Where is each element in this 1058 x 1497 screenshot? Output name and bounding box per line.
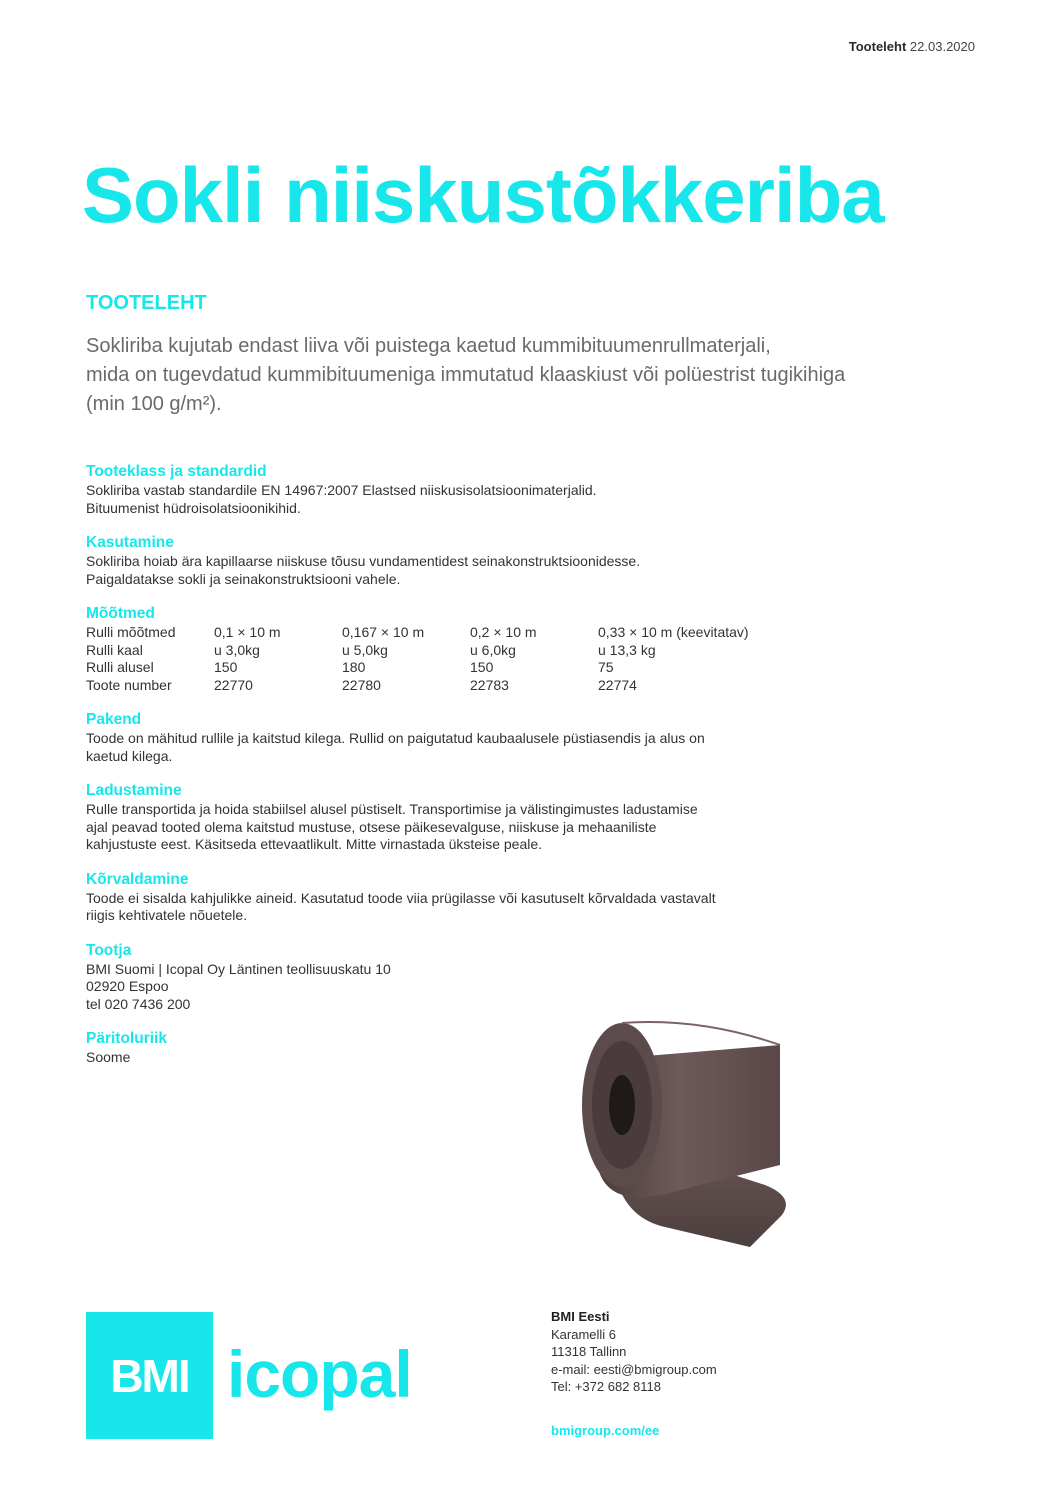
text-line: 02920 Espoo (86, 978, 169, 994)
section-text (86, 961, 806, 1014)
table-cell: u 3,0kg (214, 641, 260, 658)
contact-city: 11318 Tallinn (551, 1344, 627, 1359)
row-label: Rulli alusel (86, 659, 154, 675)
table-row (86, 677, 749, 695)
table-cell: 0,33 × 10 m (keevitatav) (598, 624, 749, 640)
section-dimensions (86, 604, 806, 694)
table-row (86, 659, 749, 677)
table-cell: 22770 (214, 676, 253, 693)
row-label: Rulli kaal (86, 641, 143, 658)
table-cell: 150 (214, 659, 238, 675)
table-cell: 150 (470, 659, 494, 675)
bitumen-roll-photo-icon (570, 1015, 810, 1250)
section-text (86, 801, 806, 854)
section-usage (86, 533, 806, 588)
text-line: Rulle transportida ja hoida stabiilsel alusel püstiselt. Transportimise ja välistingimustes ladustamise (86, 801, 698, 817)
table-cell: u 6,0kg (470, 641, 516, 658)
header-meta (849, 39, 975, 54)
section-heading: Mõõtmed (86, 605, 155, 622)
row-label: Rulli mõõtmed (86, 624, 176, 640)
contact-block (551, 1308, 717, 1396)
section-packaging (86, 710, 806, 765)
intro-line: mida on tugevdatud kummibituumeniga immutatud klaaskiust või polüestrist tugikihiga (86, 364, 846, 386)
section-disposal (86, 870, 806, 925)
text-line: Toode ei sisalda kahjulikke aineid. Kasutatud toode viia prügilasse või kasutuselt kõrvaldada vastavalt (86, 889, 716, 906)
section-heading: Päritoluriik (86, 1030, 167, 1047)
intro-line: (min 100 g/m²). (86, 393, 222, 415)
text-line: Soome (86, 1049, 131, 1065)
section-text (86, 730, 806, 765)
contact-email: e-mail: eesti@bmigroup.com (551, 1361, 717, 1377)
bmi-logo: BMI (86, 1312, 213, 1439)
text-line: Bituumenist hüdroisolatsioonikihid. (86, 499, 301, 516)
table-cell: 22774 (598, 676, 637, 693)
table-cell: 180 (342, 659, 366, 675)
section-standards (86, 462, 806, 517)
section-text (86, 553, 806, 588)
dimensions-table (86, 624, 749, 694)
content-sections (86, 462, 806, 1083)
section-heading: Tootja (86, 941, 132, 959)
section-heading: Tooteklass ja standardid (86, 463, 267, 480)
intro-line: Sokliriba kujutab endast liiva või puistega kaetud kummibituumenrullmaterjali, (86, 335, 771, 357)
text-line: kahjustuste eest. Käsitseda ettevaatlikult. Mitte virnastada üksteise peale. (86, 836, 543, 852)
section-text (86, 482, 806, 517)
section-storage (86, 781, 806, 854)
table-cell: 22783 (470, 676, 509, 693)
section-heading: Kõrvaldamine (86, 870, 189, 888)
page-title: Sokli niiskustõkkeriba (82, 151, 884, 239)
text-line: ajal peavad tooted olema kaitstud mustuse, otsese päikesevalguse, niiskuse ja mehaaniliste (86, 818, 657, 835)
header-date: 22.03.2020 (909, 39, 975, 54)
table-cell: u 5,0kg (342, 641, 388, 658)
text-line: kaetud kilega. (86, 747, 173, 764)
header-label: Tooteleht (848, 39, 907, 54)
table-cell: u 13,3 kg (598, 641, 656, 658)
text-line: BMI Suomi | Icopal Oy Läntinen teollisuuskatu 10 (86, 960, 391, 977)
contact-phone: Tel: +372 682 8118 (551, 1379, 661, 1394)
table-cell: 0,167 × 10 m (342, 624, 425, 640)
contact-company: BMI Eesti (551, 1309, 610, 1324)
section-heading: Ladustamine (86, 782, 182, 799)
text-line: Sokliriba vastab standardile EN 14967:2007 Elastsed niiskusisolatsioonimaterjalid. (86, 482, 597, 498)
table-row (86, 624, 749, 642)
page-subtitle: TOOTELEHT (86, 292, 207, 314)
text-line: tel 020 7436 200 (86, 995, 191, 1012)
row-label: Toote number (86, 676, 172, 693)
text-line: Toode on mähitud rullile ja kaitstud kilega. Rullid on paigutatud kaubaalusele püstiasendis ja alus on (86, 730, 705, 746)
section-manufacturer (86, 941, 806, 1014)
table-cell: 0,2 × 10 m (470, 624, 537, 640)
text-line: riigis kehtivatele nõuetele. (86, 907, 248, 923)
website-link[interactable]: bmigroup.com/ee (551, 1423, 660, 1438)
contact-street: Karamelli 6 (551, 1326, 617, 1342)
section-heading: Pakend (86, 711, 142, 728)
text-line: Sokliriba hoiab ära kapillaarse niiskuse tõusu vundamentidest seinakonstruktsioonidesse. (86, 553, 641, 569)
table-cell: 22780 (342, 676, 381, 693)
section-heading: Kasutamine (86, 534, 174, 551)
table-cell: 0,1 × 10 m (214, 624, 281, 640)
section-text (86, 890, 806, 925)
icopal-logo: icopal (227, 1337, 412, 1411)
intro-paragraph (86, 332, 966, 419)
text-line: Paigaldatakse sokli ja seinakonstruktsiooni vahele. (86, 570, 401, 587)
table-cell: 75 (598, 659, 614, 675)
table-row (86, 642, 749, 660)
